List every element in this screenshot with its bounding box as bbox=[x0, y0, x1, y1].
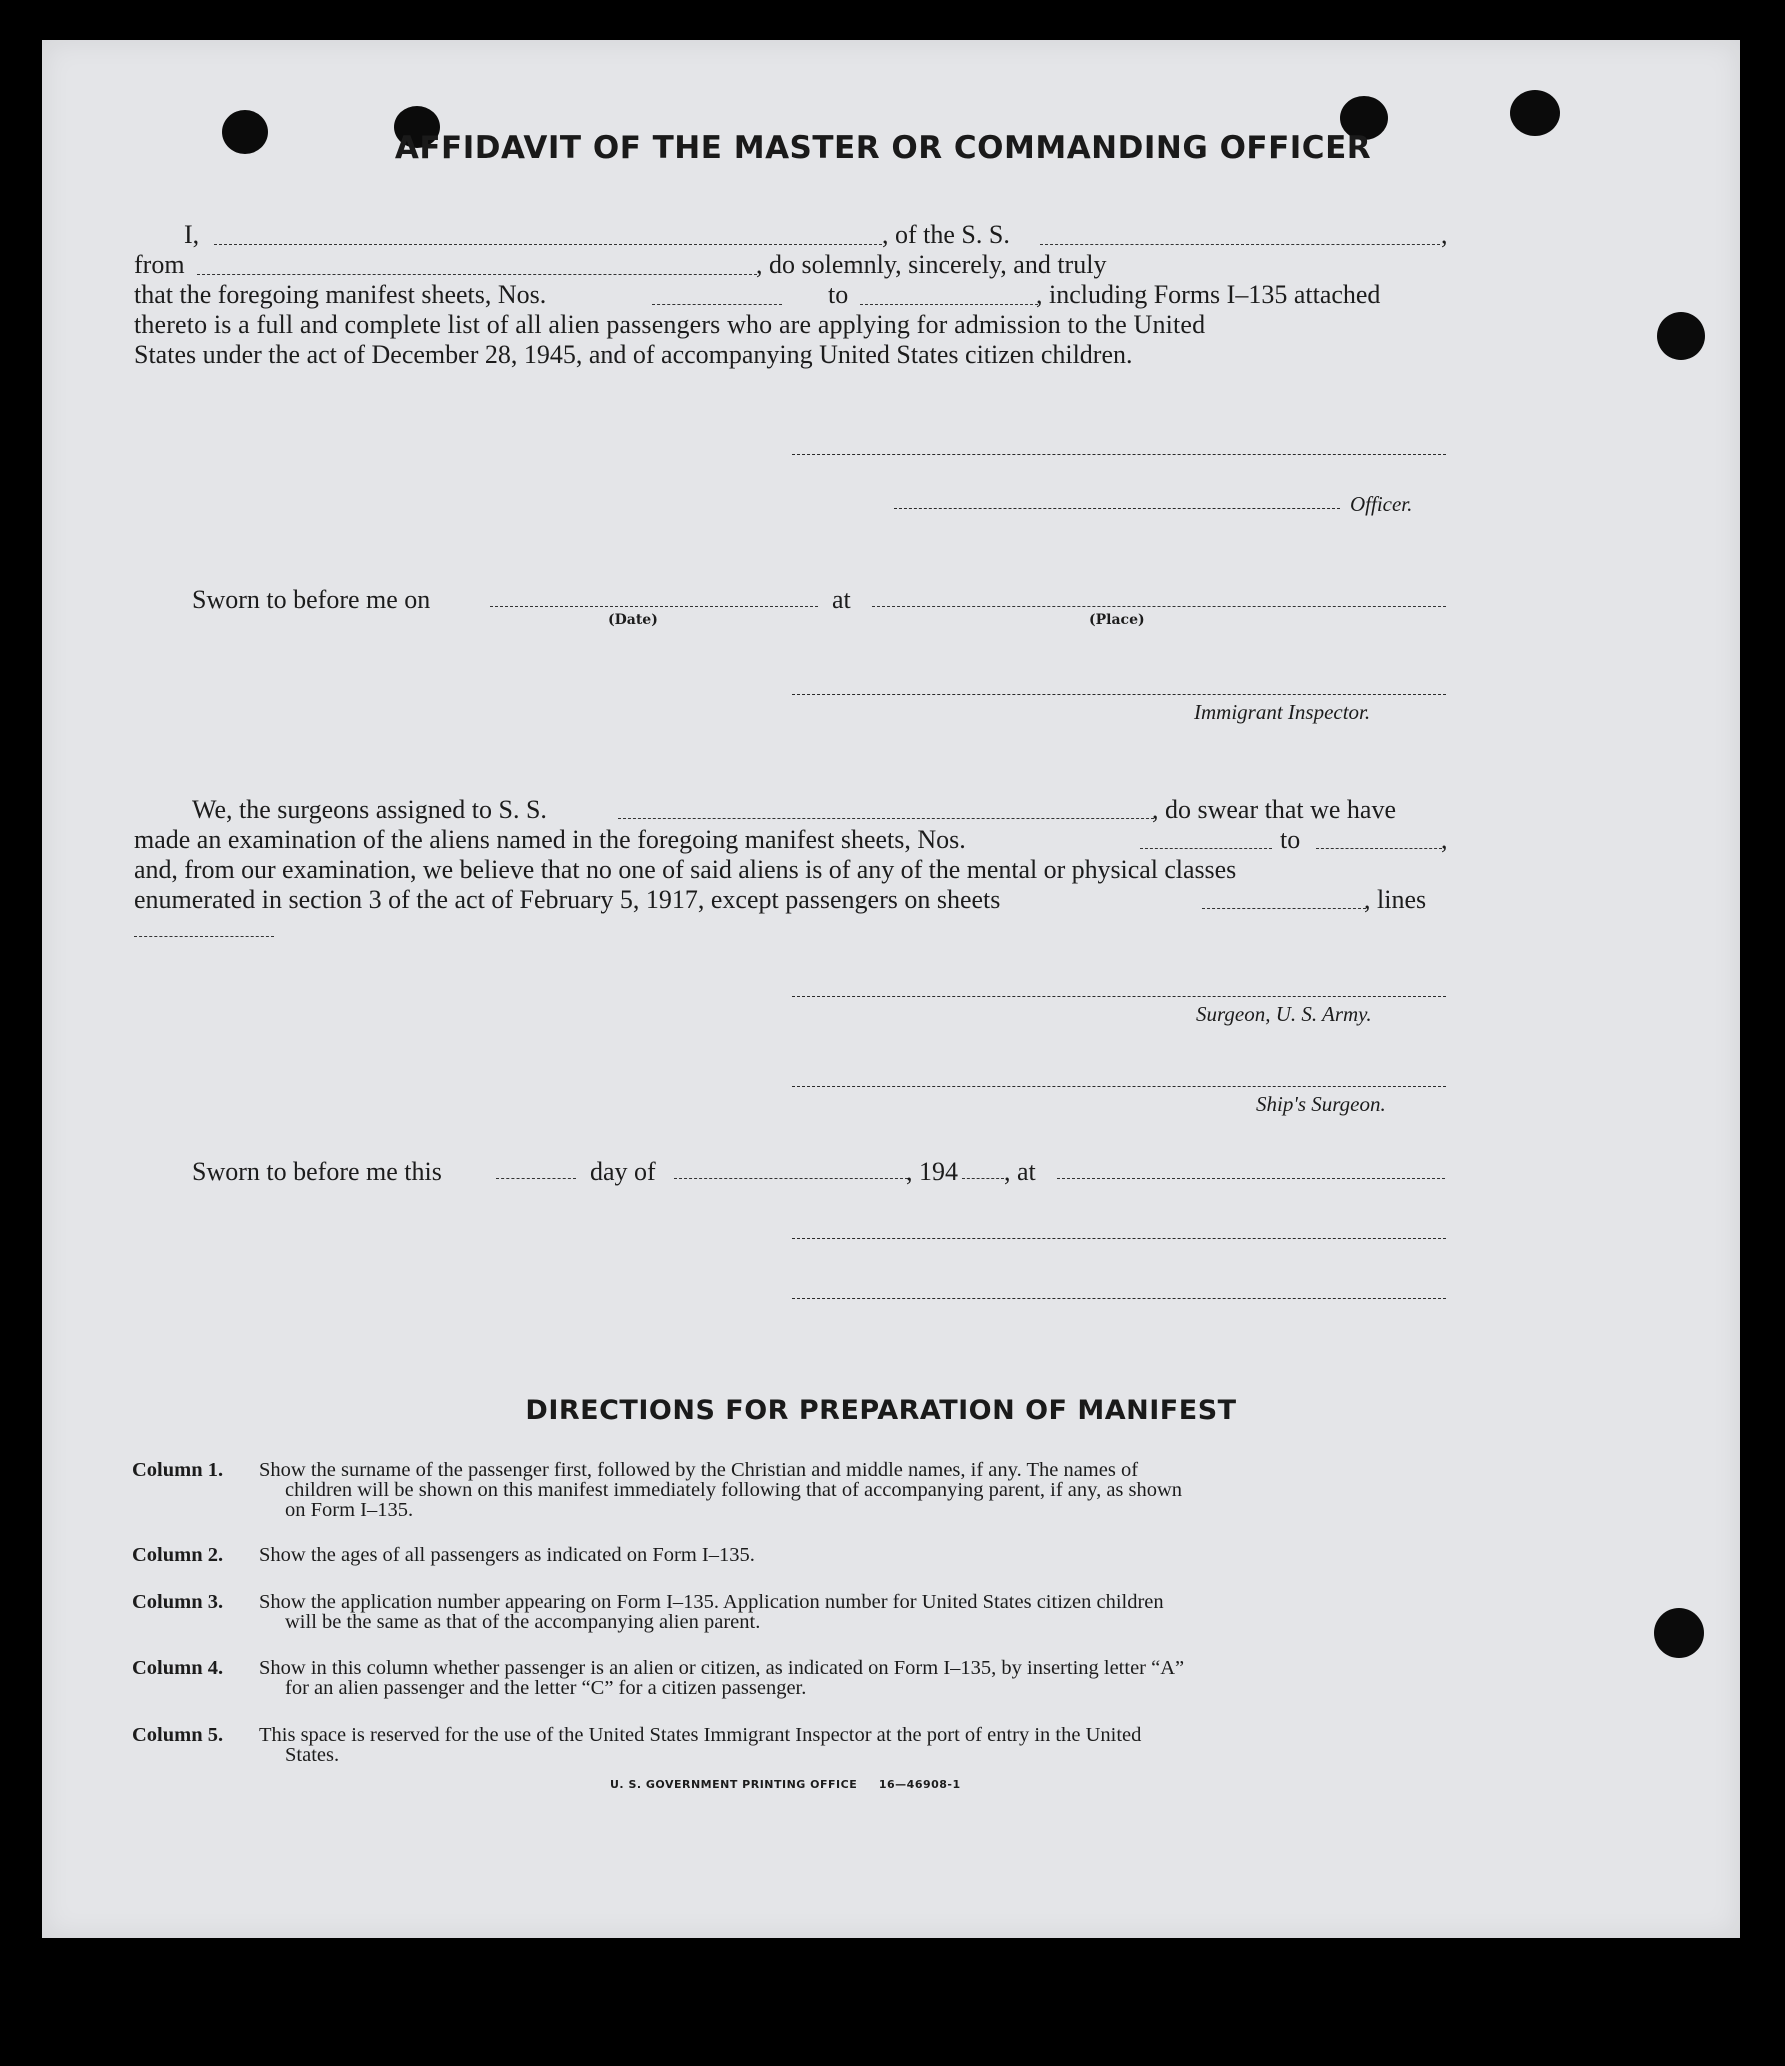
sworn-year-blank[interactable] bbox=[962, 1178, 1004, 1179]
sworn-this: Sworn to before me this bbox=[192, 1157, 442, 1186]
punch-hole-icon bbox=[1657, 312, 1705, 360]
affidavit-i: I, bbox=[184, 220, 200, 249]
sworn-place-blank[interactable] bbox=[872, 606, 1446, 607]
sworn-place-2-blank[interactable] bbox=[1057, 1178, 1445, 1179]
direction-text: will be the same as that of the accompanying alien parent. bbox=[285, 1611, 761, 1633]
direction-text: Show the application number appearing on Form I–135. Application number for United States citizen children bbox=[259, 1591, 1164, 1613]
direction-text: children will be shown on this manifest immediately following that of accompanying parent, if any, as shown bbox=[285, 1479, 1183, 1501]
place-caption: (Place) bbox=[1089, 612, 1145, 628]
direction-text: for an alien passenger and the letter “C” for a citizen passenger. bbox=[285, 1677, 807, 1699]
ship-name-blank[interactable] bbox=[1040, 244, 1440, 245]
punch-hole-icon bbox=[1654, 1608, 1704, 1658]
officer-signature-line[interactable] bbox=[894, 508, 1340, 509]
direction-text: Show in this column whether passenger is an alien or citizen, as indicated on Form I–135, by inserting letter “A” bbox=[259, 1657, 1185, 1679]
affidavit-ship-label: , of the S. S. bbox=[882, 220, 1010, 249]
sheet-to-blank[interactable] bbox=[860, 304, 1038, 305]
surgeons-enumerated: enumerated in section 3 of the act of February 5, 1917, except passengers on sheets bbox=[134, 885, 1001, 914]
affidavit-to: to bbox=[828, 280, 849, 309]
inspector-signature-line[interactable] bbox=[792, 694, 1446, 695]
direction-text: States. bbox=[285, 1744, 340, 1766]
affidavit-line1-end: , bbox=[1441, 220, 1448, 249]
surgeons-to: to bbox=[1280, 825, 1301, 854]
direction-text: on Form I–135. bbox=[285, 1499, 414, 1521]
surgeons-examination: made an examination of the aliens named in the foregoing manifest sheets, Nos. bbox=[134, 825, 966, 854]
sworn-at-2: , at bbox=[1004, 1157, 1036, 1186]
master-name-blank[interactable] bbox=[214, 244, 882, 245]
surgeons-ship-blank[interactable] bbox=[618, 818, 1154, 819]
except-sheets-blank[interactable] bbox=[1202, 908, 1366, 909]
form-page bbox=[42, 40, 1740, 1938]
inspector-signature-line-2[interactable] bbox=[792, 1238, 1446, 1239]
master-signature-line[interactable] bbox=[792, 454, 1446, 455]
direction-text: Show the surname of the passenger first, followed by the Christian and middle names, if any. The names of bbox=[259, 1459, 1139, 1481]
affidavit-solemnly: , do solemnly, sincerely, and truly bbox=[756, 250, 1107, 279]
printing-office-footer: U. S. GOVERNMENT PRINTING OFFICE 16—46908-1 bbox=[610, 1778, 961, 1791]
affidavit-manifest-nos: that the foregoing manifest sheets, Nos. bbox=[134, 280, 547, 309]
affidavit-title: AFFIDAVIT OF THE MASTER OR COMMANDING OFFICER bbox=[394, 130, 1372, 166]
column-label: Column 5. bbox=[132, 1724, 224, 1746]
date-caption: (Date) bbox=[608, 612, 658, 628]
affidavit-from: from bbox=[134, 250, 185, 279]
sworn-month-blank[interactable] bbox=[674, 1178, 908, 1179]
officer-caption: Officer. bbox=[1350, 492, 1413, 516]
column-label: Column 1. bbox=[132, 1459, 224, 1481]
except-lines-blank[interactable] bbox=[134, 936, 274, 937]
inspector-caption: Immigrant Inspector. bbox=[1194, 700, 1371, 724]
sworn-date-blank[interactable] bbox=[490, 606, 818, 607]
sheet-from-blank[interactable] bbox=[652, 304, 782, 305]
column-label: Column 4. bbox=[132, 1657, 224, 1679]
ships-surgeon-signature-line[interactable] bbox=[792, 1086, 1446, 1087]
surgeons-swear: , do swear that we have bbox=[1152, 795, 1397, 824]
direction-text: This space is reserved for the use of the United States Immigrant Inspector at the port of entry in the United bbox=[259, 1724, 1142, 1746]
column-label: Column 2. bbox=[132, 1544, 224, 1566]
sworn-before-on: Sworn to before me on bbox=[192, 585, 431, 614]
sworn-day-blank[interactable] bbox=[496, 1178, 576, 1179]
ships-surgeon-caption: Ship's Surgeon. bbox=[1256, 1092, 1386, 1116]
column-label: Column 3. bbox=[132, 1591, 224, 1613]
affidavit-including: , including Forms I–135 attached bbox=[1036, 280, 1381, 309]
affidavit-line5: States under the act of December 28, 1945, and of accompanying United States citizen children. bbox=[134, 340, 1133, 369]
surgeons-lines: , lines bbox=[1364, 885, 1427, 914]
from-port-blank[interactable] bbox=[197, 274, 757, 275]
army-surgeon-signature-line[interactable] bbox=[792, 996, 1446, 997]
sworn-year: , 194 bbox=[906, 1157, 958, 1186]
surgeons-sheet-to-blank[interactable] bbox=[1316, 848, 1442, 849]
sworn-day-of: day of bbox=[590, 1157, 656, 1186]
surgeons-assigned: We, the surgeons assigned to S. S. bbox=[192, 795, 547, 824]
affidavit-line4: thereto is a full and complete list of all alien passengers who are applying for admission to the United bbox=[134, 310, 1206, 339]
directions-title: DIRECTIONS FOR PREPARATION OF MANIFEST bbox=[525, 1395, 1237, 1426]
sworn-at: at bbox=[832, 585, 851, 614]
surgeons-line3: and, from our examination, we believe that no one of said aliens is of any of the mental or physical classes bbox=[134, 855, 1237, 884]
surgeons-line2-end: , bbox=[1441, 825, 1448, 854]
army-surgeon-caption: Surgeon, U. S. Army. bbox=[1196, 1002, 1372, 1026]
direction-text: Show the ages of all passengers as indicated on Form I–135. bbox=[259, 1544, 755, 1566]
surgeons-sheet-from-blank[interactable] bbox=[1140, 848, 1272, 849]
inspector-title-line-2[interactable] bbox=[792, 1298, 1446, 1299]
